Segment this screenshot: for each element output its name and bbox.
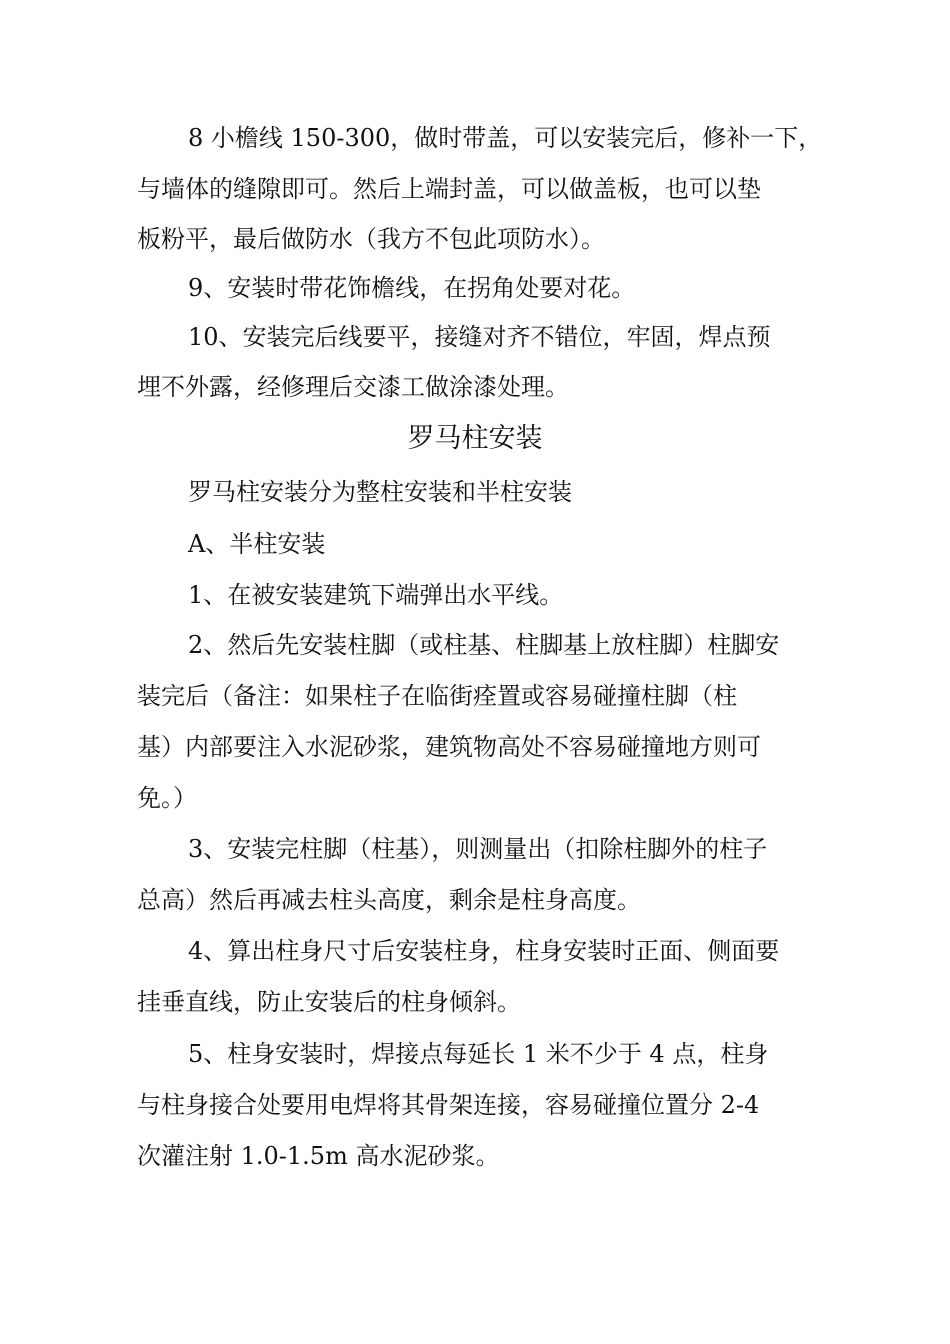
step-2-line-2: 装完后（备注：如果柱子在临街痊置或容易碰撞柱脚（柱 xyxy=(137,682,737,710)
step-4-line-1: 4、算出柱身尺寸后安装柱身，柱身安装时正面、侧面要 xyxy=(188,937,780,965)
step-2-line-4: 免。） xyxy=(137,784,197,812)
paragraph-8-line-1: 8 小檐线 150-300，做时带盖，可以安装完后，修补一下， xyxy=(188,124,823,152)
step-5-line-1: 5、柱身安装时，焊接点每延长 1 米不少于 4 点，柱身 xyxy=(188,1040,769,1068)
subsection-a-heading: A、半柱安装 xyxy=(188,530,326,558)
step-2-line-1: 2、然后先安装柱脚（或柱基、柱脚基上放柱脚）柱脚安 xyxy=(188,631,780,659)
step-1-line-1: 1、在被安装建筑下端弹出水平线。 xyxy=(188,581,564,609)
step-2-line-3: 基）内部要注入水泥砂浆，建筑物高处不容易碰撞地方则可 xyxy=(137,733,761,761)
paragraph-8-line-2: 与墙体的缝隙即可。然后上端封盖，可以做盖板，也可以垫 xyxy=(137,175,761,203)
paragraph-8-line-3: 板粉平，最后做防水（我方不包此项防水）。 xyxy=(137,225,605,253)
paragraph-10-line-1: 10、安装完后线要平，接缝对齐不错位，牢固，焊点预 xyxy=(188,323,771,351)
section-heading: 罗马柱安装 xyxy=(407,423,543,454)
step-5-line-2: 与柱身接合处要用电焊将其骨架连接，容易碰撞位置分 2-4 xyxy=(137,1091,760,1119)
paragraph-10-line-2: 埋不外露，经修理后交漆工做涂漆处理。 xyxy=(137,373,569,401)
paragraph-9-line-1: 9、安装时带花饰檐线，在拐角处要对花。 xyxy=(188,274,636,302)
step-3-line-1: 3、安装完柱脚（柱基），则测量出（扣除柱脚外的柱子 xyxy=(188,835,768,863)
intro-line: 罗马柱安装分为整柱安装和半柱安装 xyxy=(188,478,572,506)
step-3-line-2: 总高）然后再减去柱头高度，剩余是柱身高度。 xyxy=(137,886,641,914)
step-4-line-2: 挂垂直线，防止安装后的柱身倾斜。 xyxy=(137,988,521,1016)
step-5-line-3: 次灌注射 1.0-1.5m 高水泥砂浆。 xyxy=(137,1142,500,1170)
